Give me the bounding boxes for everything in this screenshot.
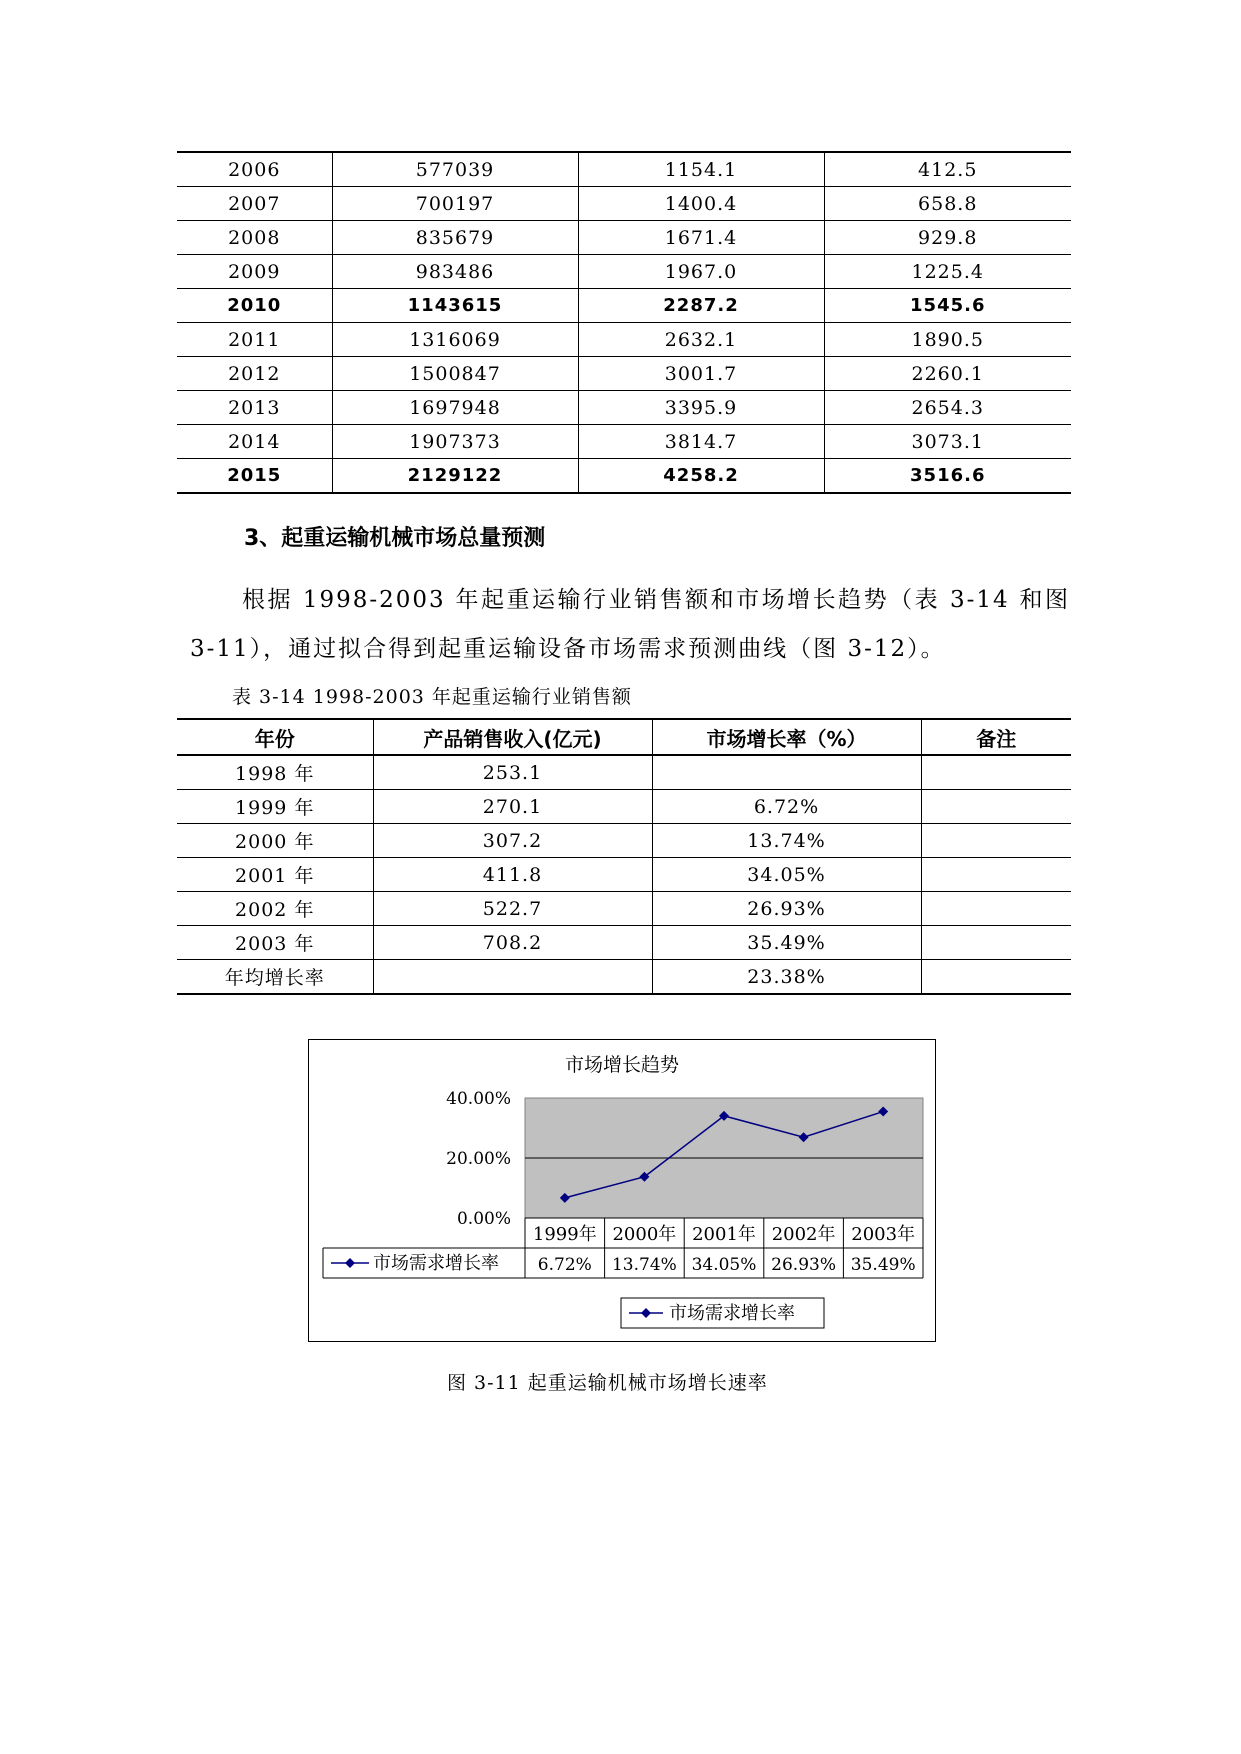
- section-title: 3、起重运输机械市场总量预测: [244, 526, 546, 551]
- cell-note: [921, 824, 1071, 858]
- cell-year: 2012: [177, 357, 332, 391]
- cell-value: 2260.1: [824, 357, 1071, 391]
- body-paragraph: 根据 1998-2003 年起重运输行业销售额和市场增长趋势（表 3-14 和图 3-11），通过拟合得到起重运输设备市场需求预测曲线（图 3-12）。: [190, 587, 1070, 662]
- table-row: [177, 425, 1071, 459]
- cell-revenue: 253.1: [373, 755, 652, 790]
- data-label: 26.93%: [771, 1255, 837, 1275]
- projection-table-body: [177, 152, 1071, 493]
- y-tick-label: 20.00%: [446, 1149, 511, 1169]
- cell-value: 1907373: [332, 425, 578, 459]
- cell-revenue: 411.8: [373, 858, 652, 892]
- cell-value: 4258.2: [578, 459, 824, 494]
- cell-value: 3516.6: [824, 459, 1071, 494]
- cell-growth: 26.93%: [652, 892, 921, 926]
- cell-value: 2632.1: [578, 323, 824, 357]
- cell-growth: 23.38%: [652, 960, 921, 995]
- cell-value: 3814.7: [578, 425, 824, 459]
- header-year: 年份: [177, 719, 373, 755]
- sales-table: [177, 718, 1071, 995]
- cell-growth: 34.05%: [652, 858, 921, 892]
- cell-value: 3395.9: [578, 391, 824, 425]
- header-growth: 市场增长率（%）: [652, 719, 921, 755]
- cell-note: [921, 960, 1071, 995]
- x-category-label: 2003年: [851, 1224, 916, 1245]
- sales-table-header-row: [177, 719, 1071, 755]
- table-row: [177, 790, 1071, 824]
- cell-value: 3073.1: [824, 425, 1071, 459]
- chart-title: 市场增长趋势: [564, 1054, 679, 1076]
- header-revenue: 产品销售收入(亿元): [373, 719, 652, 755]
- table-row: [177, 323, 1071, 357]
- data-label: 13.74%: [611, 1255, 677, 1275]
- cell-year: 2013: [177, 391, 332, 425]
- x-category-label: 2001年: [692, 1224, 756, 1245]
- cell-year: 2015: [227, 465, 282, 486]
- table-row: [177, 357, 1071, 391]
- table-row: [177, 926, 1071, 960]
- cell-value: 1697948: [332, 391, 578, 425]
- cell-year: 2006: [177, 152, 332, 187]
- cell-year: 2010: [177, 289, 332, 323]
- cell-note: [921, 892, 1071, 926]
- cell-year: 2007: [177, 187, 332, 221]
- cell-year: 2011: [177, 323, 332, 357]
- cell-revenue: 522.7: [373, 892, 652, 926]
- cell-value: 929.8: [824, 221, 1071, 255]
- cell-revenue: 270.1: [373, 790, 652, 824]
- cell-growth: 35.49%: [652, 926, 921, 960]
- header-note: 备注: [921, 719, 1071, 755]
- data-label: 6.72%: [537, 1255, 592, 1275]
- table-row: [177, 391, 1071, 425]
- cell-year: 1999 年: [177, 790, 373, 824]
- cell-value: 1225.4: [824, 255, 1071, 289]
- cell-revenue: [373, 960, 652, 995]
- cell-value: 1500847: [332, 357, 578, 391]
- cell-growth: [652, 755, 921, 790]
- cell-value: 1400.4: [578, 187, 824, 221]
- legend-label: 市场需求增长率: [669, 1303, 795, 1324]
- cell-value: 835679: [332, 221, 578, 255]
- cell-value: 700197: [332, 187, 578, 221]
- cell-year: 2002 年: [177, 892, 373, 926]
- cell-revenue: 307.2: [373, 824, 652, 858]
- cell-value: 983486: [332, 255, 578, 289]
- legend-label: 市场需求增长率: [373, 1253, 499, 1274]
- cell-value: 1967.0: [578, 255, 824, 289]
- cell-value: 1671.4: [578, 221, 824, 255]
- cell-growth: 6.72%: [652, 790, 921, 824]
- table-row: [177, 187, 1071, 221]
- table-row: [177, 960, 1071, 995]
- table-row: [177, 289, 1071, 323]
- table-row: [177, 824, 1071, 858]
- legend-marker: [345, 1258, 355, 1268]
- cell-value: 2129122: [332, 459, 578, 494]
- table-row: [177, 459, 1071, 494]
- cell-year: 2008: [177, 221, 332, 255]
- cell-value: 3001.7: [578, 357, 824, 391]
- table-row: [177, 152, 1071, 187]
- cell-year: 1998 年: [177, 755, 373, 790]
- cell-year: 2014: [177, 425, 332, 459]
- chart-frame: [308, 1039, 936, 1342]
- y-tick-label: 0.00%: [456, 1209, 511, 1229]
- cell-value: 1316069: [332, 323, 578, 357]
- cell-value: 577039: [332, 152, 578, 187]
- cell-value: 412.5: [824, 152, 1071, 187]
- data-label: 34.05%: [691, 1255, 757, 1275]
- table-caption: 表 3-14 1998-2003 年起重运输行业销售额: [232, 686, 632, 708]
- cell-year: 2009: [177, 255, 332, 289]
- cell-revenue: 708.2: [373, 926, 652, 960]
- cell-growth: 13.74%: [652, 824, 921, 858]
- cell-year: 2001 年: [177, 858, 373, 892]
- x-category-label: 2000年: [612, 1224, 677, 1245]
- cell-value: 1154.1: [578, 152, 824, 187]
- cell-year: 2000 年: [177, 824, 373, 858]
- table-row: [177, 858, 1071, 892]
- cell-value: 1890.5: [824, 323, 1071, 357]
- projection-table: [177, 151, 1071, 494]
- cell-value: 1143615: [332, 289, 578, 323]
- x-category-label: 2002年: [771, 1224, 836, 1245]
- table-row: [177, 255, 1071, 289]
- cell-note: [921, 926, 1071, 960]
- cell-year: 2003 年: [177, 926, 373, 960]
- table-row: [177, 755, 1071, 790]
- table-row: [177, 221, 1071, 255]
- x-category-label: 1999年: [532, 1224, 597, 1245]
- data-label: 35.49%: [850, 1255, 916, 1275]
- figure-caption: 图 3-11 起重运输机械市场增长速率: [447, 1372, 768, 1394]
- y-tick-label: 40.00%: [446, 1089, 511, 1109]
- cell-note: [921, 790, 1071, 824]
- table-row: [177, 892, 1071, 926]
- cell-note: [921, 858, 1071, 892]
- sales-table-body: [177, 755, 1071, 994]
- growth-chart: [309, 1040, 935, 1341]
- cell-value: 1545.6: [824, 289, 1071, 323]
- cell-year: 年均增长率: [224, 967, 325, 989]
- cell-value: 658.8: [824, 187, 1071, 221]
- cell-value: 2654.3: [824, 391, 1071, 425]
- cell-value: 2287.2: [578, 289, 824, 323]
- cell-note: [921, 755, 1071, 790]
